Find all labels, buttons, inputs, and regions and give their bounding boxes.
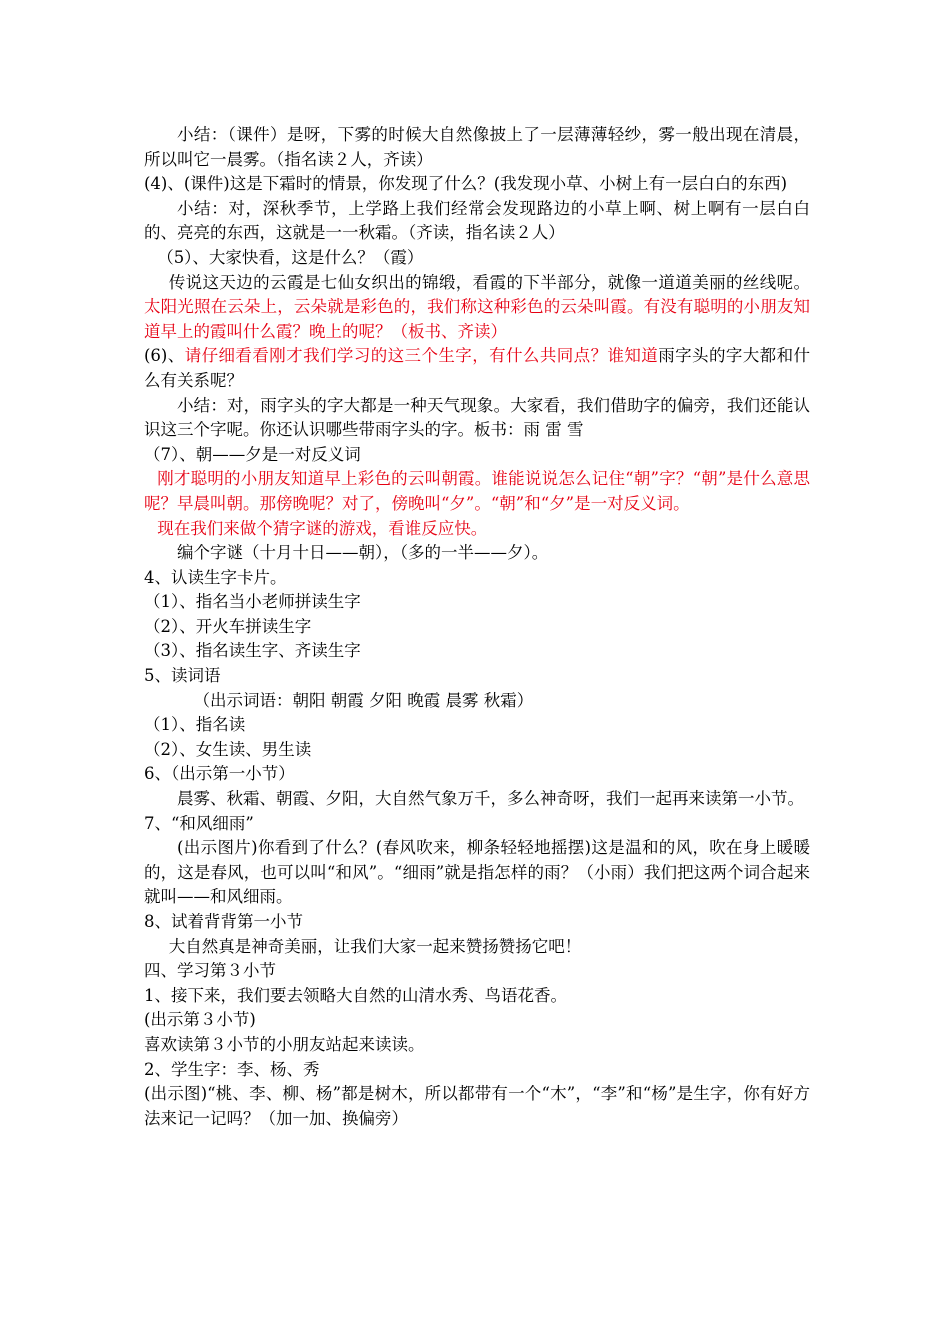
text-run: 4、认读生字卡片。: [144, 567, 287, 587]
paragraph: [144, 910, 810, 935]
paragraph: [144, 172, 810, 197]
highlighted-text: 请仔细看看刚才我们学习的这三个生字，有什么共同点？谁知道: [184, 346, 659, 366]
text-run: （出示词语：朝阳 朝霞 夕阳 晚霞 晨雾 秋霜）: [193, 690, 534, 710]
paragraph: [144, 738, 810, 763]
highlighted-text: 太阳光照在云朵上，云朵就是彩色的，我们称这种彩色的云朵叫霞。有没有聪明的小朋友知道早上的霞叫什么霞？晚上的呢？（板书、齐读）: [144, 297, 810, 341]
paragraph: [144, 197, 810, 246]
paragraph: [144, 467, 810, 516]
highlighted-text: 刚才聪明的小朋友知道早上彩色的云叫朝霞。谁能说说怎么记住“朝”字？“朝”是什么意思呢？早晨叫朝。那傍晚呢？对了，傍晚叫“夕”。“朝”和“夕”是一对反义词。: [144, 469, 810, 513]
paragraph: [144, 984, 810, 1009]
text-run: 1、接下来，我们要去领略大自然的山清水秀、鸟语花香。: [144, 985, 567, 1005]
text-run: （1）、指名当小老师拼读生字: [144, 592, 361, 612]
text-run: (出示图)“桃、李、柳、杨”都是树木，所以都带有一个“木”，“李”和“杨”是生字，你有好方法来记一记吗？（加一加、换偏旁）: [144, 1084, 810, 1128]
text-run: 小结：对，深秋季节，上学路上我们经常会发现路边的小草上啊、树上啊有一层白白的、亮亮的东西，这就是一一秋霜。（齐读，指名读２人）: [144, 198, 810, 243]
text-run: 5、读词语: [144, 666, 221, 686]
text-run: 小结：对，雨字头的字大都是一种天气现象。大家看，我们借助字的偏旁，我们还能认识这三个字呢。你还认识哪些带雨字头的字。板书：雨 雷 雪: [144, 395, 810, 440]
text-run: 6、（出示第一小节）: [144, 764, 295, 784]
text-run: 7、“和风细雨”: [144, 813, 254, 833]
text-run: （2）、开火车拼读生字: [144, 616, 312, 636]
paragraph: [144, 566, 810, 591]
text-run: (6)、: [144, 346, 185, 366]
paragraph: [144, 836, 810, 910]
paragraph: [144, 123, 810, 172]
paragraph: [144, 271, 810, 345]
paragraph: [144, 787, 810, 812]
text-run: 小结：（课件）是呀，下雾的时候大自然像披上了一层薄薄轻纱，雾一般出现在清晨，所以叫它一晨雾。（指名读２人，齐读）: [144, 125, 810, 169]
text-run: 四、学习第３小节: [144, 961, 276, 981]
paragraph: [144, 1082, 810, 1131]
paragraph: [144, 246, 810, 271]
text-run: 2、学生字：李、杨、秀: [144, 1059, 320, 1079]
paragraph: [144, 812, 810, 837]
text-run: 晨雾、秋霜、朝霞、夕阳，大自然气象万千，多么神奇呀，我们一起再来读第一小节。: [177, 789, 804, 809]
paragraph: [144, 344, 810, 393]
document-body: [144, 123, 810, 1131]
text-run: 编个字谜（十月十日——朝），（多的一半——夕）。: [177, 543, 549, 563]
text-run: (出示第３小节): [144, 1010, 256, 1030]
paragraph: [144, 1033, 810, 1058]
text-run: 8、试着背背第一小节: [144, 912, 303, 931]
paragraph: [144, 935, 810, 960]
text-run: 传说这天边的云霞是七仙女织出的锦缎，看霞的下半部分，就像一道道美丽的丝线呢。: [168, 272, 810, 292]
text-run: （2）、女生读、男生读: [144, 739, 312, 759]
text-run: （7）、朝——夕是一对反义词: [144, 444, 361, 464]
text-run: (出示图片)你看到了什么？(春风吹来，柳条轻轻地摇摆)这是温和的风，吹在身上暖暖的，这是春风，也可以叫“和风”。“细雨”就是指怎样的雨？（小雨）我们把这两个词合起来就叫——和风细雨。: [144, 838, 810, 907]
paragraph: [144, 713, 810, 738]
text-run: 喜欢读第３小节的小朋友站起来读读。: [144, 1034, 425, 1054]
paragraph: [144, 590, 810, 615]
paragraph: [144, 762, 810, 787]
paragraph: [144, 959, 810, 984]
paragraph: [144, 517, 810, 542]
paragraph: [144, 615, 810, 640]
text-run: 雨字头的字大都和什么有关系呢？: [144, 346, 811, 390]
paragraph: [144, 541, 810, 566]
paragraph: [144, 443, 810, 468]
text-run: （1）、指名读: [144, 715, 246, 735]
paragraph: [144, 689, 810, 714]
text-run: （3）、指名读生字、齐读生字: [144, 641, 361, 661]
highlighted-text: 现在我们来做个猜字谜的游戏，看谁反应快。: [157, 518, 488, 538]
paragraph: [144, 639, 810, 664]
text-run: (4)、(课件)这是下霜时的情景，你发现了什么？(我发现小草、小树上有一层白白的东西): [144, 174, 788, 194]
paragraph: [144, 664, 810, 689]
paragraph: [144, 1058, 810, 1083]
text-run: （5）、大家快看，这是什么？（霞）: [157, 247, 424, 267]
text-run: 大自然真是神奇美丽，让我们大家一起来赞扬赞扬它吧！: [168, 936, 582, 956]
paragraph: [144, 394, 810, 443]
paragraph: [144, 1008, 810, 1033]
